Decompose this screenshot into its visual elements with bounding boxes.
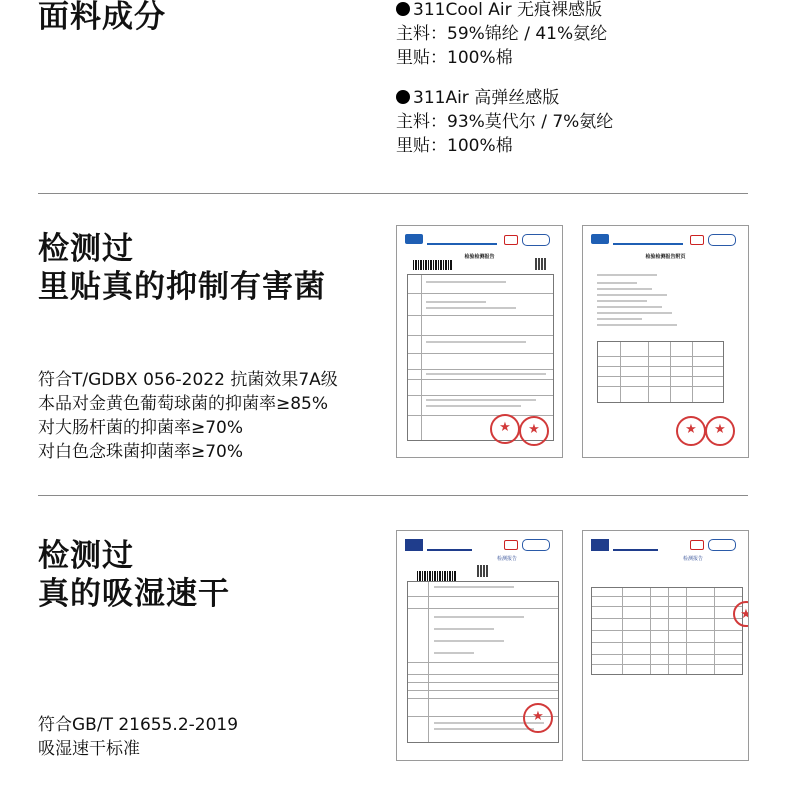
desc-line: 本品对金黄色葡萄球菌的抑菌率≥85% [38, 394, 329, 414]
moisture-title-line2: 真的吸湿速干 [38, 576, 230, 612]
fabric-section-title: 面料成分 [38, 0, 166, 35]
variant-1-main-fabric: 主料：59%锦纶 / 41%氨纶 [396, 24, 608, 44]
section-divider [38, 193, 748, 194]
antibacterial-description [38, 368, 378, 464]
red-stamp [705, 416, 735, 446]
red-stamp [490, 414, 520, 444]
red-stamp [676, 416, 706, 446]
red-stamp [519, 416, 549, 446]
gttc-logo [591, 234, 609, 244]
moisture-description [38, 713, 378, 761]
tts-logo [591, 539, 609, 551]
report-title: 检测报告 [497, 556, 518, 562]
report-title: 检验检测报告附页 [645, 254, 686, 260]
tts-logo [405, 539, 423, 551]
variant-2-name: 311Air 高弹丝感版 [396, 86, 776, 110]
desc-line: 符合T/GDBX 056-2022 抗菌效果7A级 [38, 370, 338, 390]
report-title: 检验检测报告 [464, 254, 495, 260]
antibacterial-title [38, 230, 326, 306]
report-title: 检测报告 [683, 556, 704, 562]
gttc-logo [405, 234, 423, 244]
variant-2-main-fabric: 主料：93%莫代尔 / 7%氨纶 [396, 112, 614, 132]
cma-mark [504, 235, 518, 245]
cnas-mark [522, 539, 550, 551]
antibacterial-report-image-2 [582, 225, 749, 458]
fabric-variant-2 [396, 86, 776, 158]
cnas-mark [708, 234, 736, 246]
bullet-icon [396, 2, 410, 16]
antibacterial-title-line2: 里贴真的抑制有害菌 [38, 269, 326, 305]
desc-line: 符合GB/T 21655.2-2019 [38, 715, 239, 735]
antibacterial-title-line1: 检测过 [38, 231, 134, 267]
desc-line: 对白色念珠菌抑菌率≥70% [38, 442, 244, 462]
variant-1-lining: 里贴：100%棉 [396, 48, 513, 68]
desc-line: 吸湿速干标准 [38, 739, 140, 759]
cnas-mark [708, 539, 736, 551]
variant-2-lining: 里贴：100%棉 [396, 136, 513, 156]
moisture-title-line1: 检测过 [38, 538, 134, 574]
red-stamp [523, 703, 553, 733]
cma-mark [690, 235, 704, 245]
section-divider [38, 495, 748, 496]
fabric-variant-1 [396, 0, 776, 70]
cnas-mark [522, 234, 550, 246]
cma-mark [690, 540, 704, 550]
variant-1-name: 311Cool Air 无痕裸感版 [396, 0, 776, 22]
bullet-icon [396, 90, 410, 104]
moisture-title [38, 537, 230, 613]
moisture-report-image-2 [582, 530, 749, 761]
antibacterial-report-image-1 [396, 225, 563, 458]
moisture-report-image-1 [396, 530, 563, 761]
desc-line: 对大肠杆菌的抑菌率≥70% [38, 418, 244, 438]
cma-mark [504, 540, 518, 550]
